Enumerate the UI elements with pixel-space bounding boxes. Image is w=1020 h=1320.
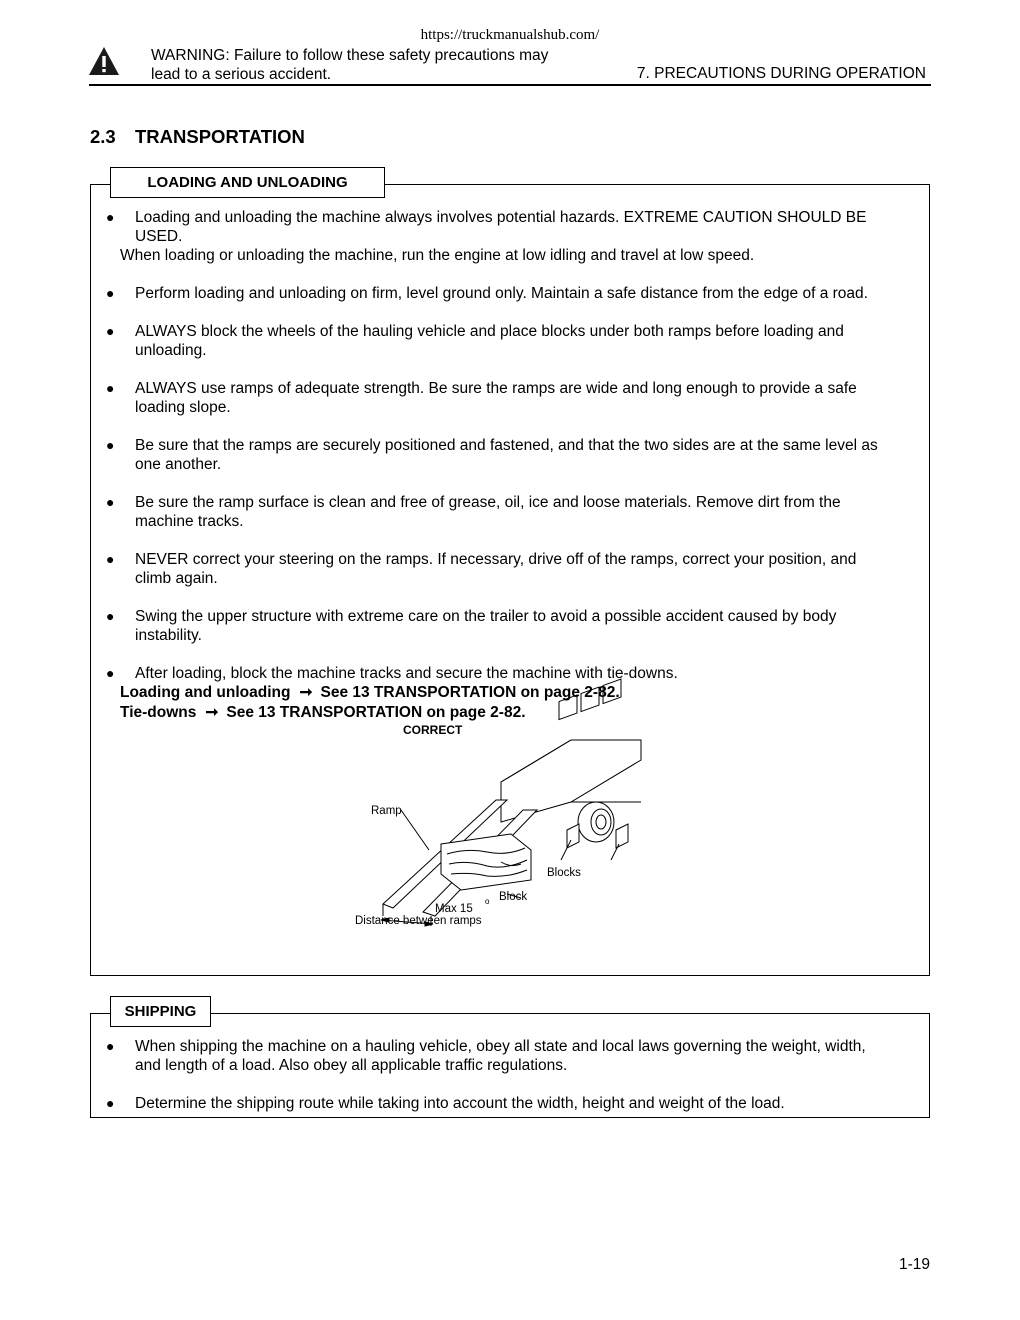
label-ramp: Ramp: [371, 805, 402, 817]
reference-label: Loading and unloading: [120, 684, 291, 701]
list-item-text: Be sure that the ramps are securely positioned and fastened, and that the two sides are at the same level as one another.: [135, 437, 878, 473]
list-item-text: When shipping the machine on a hauling vehicle, obey all state and local laws governing the weight, width, and length of a load. Also obey all applicable traffic regulations.: [135, 1038, 866, 1074]
bullet-icon: ●: [106, 380, 115, 396]
reference-target: See 13 TRANSPORTATION on page 2-82.: [320, 684, 620, 701]
cross-reference-loading[interactable]: [120, 683, 620, 702]
reference-label: Tie-downs: [120, 704, 197, 721]
list-item-text: Swing the upper structure with extreme care on the trailer to avoid a possible accident caused by body instability.: [135, 608, 837, 644]
loading-unloading-tab: LOADING AND UNLOADING: [110, 167, 385, 198]
bullet-icon: ●: [106, 209, 115, 225]
bullet-icon: ●: [106, 551, 115, 567]
list-item-text: Be sure the ramp surface is clean and free of grease, oil, ice and loose materials. Remove dirt from the machine tracks.: [135, 494, 841, 530]
reference-target: See 13 TRANSPORTATION on page 2-82.: [226, 704, 526, 721]
list-item-text: Perform loading and unloading on firm, level ground only. Maintain a safe distance from the edge of a road.: [135, 285, 868, 302]
cross-reference-tie-downs[interactable]: [120, 703, 526, 722]
label-max-angle: Max 15: [435, 903, 473, 915]
arrow-right-icon: ➞: [205, 704, 219, 721]
bullet-icon: ●: [106, 665, 115, 681]
label-blocks: Blocks: [547, 867, 581, 879]
bullet-icon: ●: [106, 437, 115, 453]
figure-title: CORRECT: [403, 723, 463, 737]
section-header: 7. PRECAUTIONS DURING OPERATION: [636, 65, 926, 82]
degree-symbol: o: [485, 897, 490, 906]
label-distance: Distance between ramps: [355, 915, 482, 927]
bullet-icon: ●: [106, 608, 115, 624]
warning-line-1: WARNING: Failure to follow these safety precautions may: [151, 47, 549, 64]
ramp-loading-illustration: [355, 722, 641, 952]
list-item-text: Loading and unloading the machine always involves potential hazards. EXTREME CAUTION SHOULD BE USED.: [135, 209, 867, 245]
bullet-icon: ●: [106, 323, 115, 339]
heading-title: TRANSPORTATION: [135, 126, 305, 147]
list-item-text: Determine the shipping route while taking into account the width, height and weight of the load.: [135, 1095, 785, 1112]
list-item-text: NEVER correct your steering on the ramps. If necessary, drive off of the ramps, correct your position, and climb again.: [135, 551, 857, 587]
arrow-right-icon: ➞: [299, 684, 313, 701]
source-url: https://truckmanualshub.com/: [420, 27, 600, 43]
bullet-icon: ●: [106, 1095, 115, 1111]
list-item-text: ALWAYS block the wheels of the hauling vehicle and place blocks under both ramps before loading and unloading.: [135, 323, 844, 359]
bullet-icon: ●: [106, 285, 115, 301]
bullet-icon: ●: [106, 1038, 115, 1054]
label-block: Block: [499, 891, 528, 903]
note-text: When loading or unloading the machine, run the engine at low idling and travel at low speed.: [120, 247, 755, 264]
bullet-icon: ●: [106, 494, 115, 510]
shipping-tab: SHIPPING: [110, 996, 211, 1027]
list-item-text: ALWAYS use ramps of adequate strength. Be sure the ramps are wide and long enough to provide a safe loading slope.: [135, 380, 857, 416]
list-item-text: After loading, block the machine tracks and secure the machine with tie-downs.: [135, 665, 678, 682]
shipping-box: [90, 1003, 930, 1118]
heading-number: 2.3: [90, 126, 116, 147]
warning-triangle-icon: [88, 46, 120, 76]
page-number: 1-19: [898, 1256, 930, 1273]
warning-text: [151, 46, 621, 84]
section-heading: [90, 126, 305, 148]
loading-unloading-box: [90, 174, 930, 976]
warning-line-2: lead to a serious accident.: [151, 66, 332, 83]
header-divider: [89, 84, 931, 86]
